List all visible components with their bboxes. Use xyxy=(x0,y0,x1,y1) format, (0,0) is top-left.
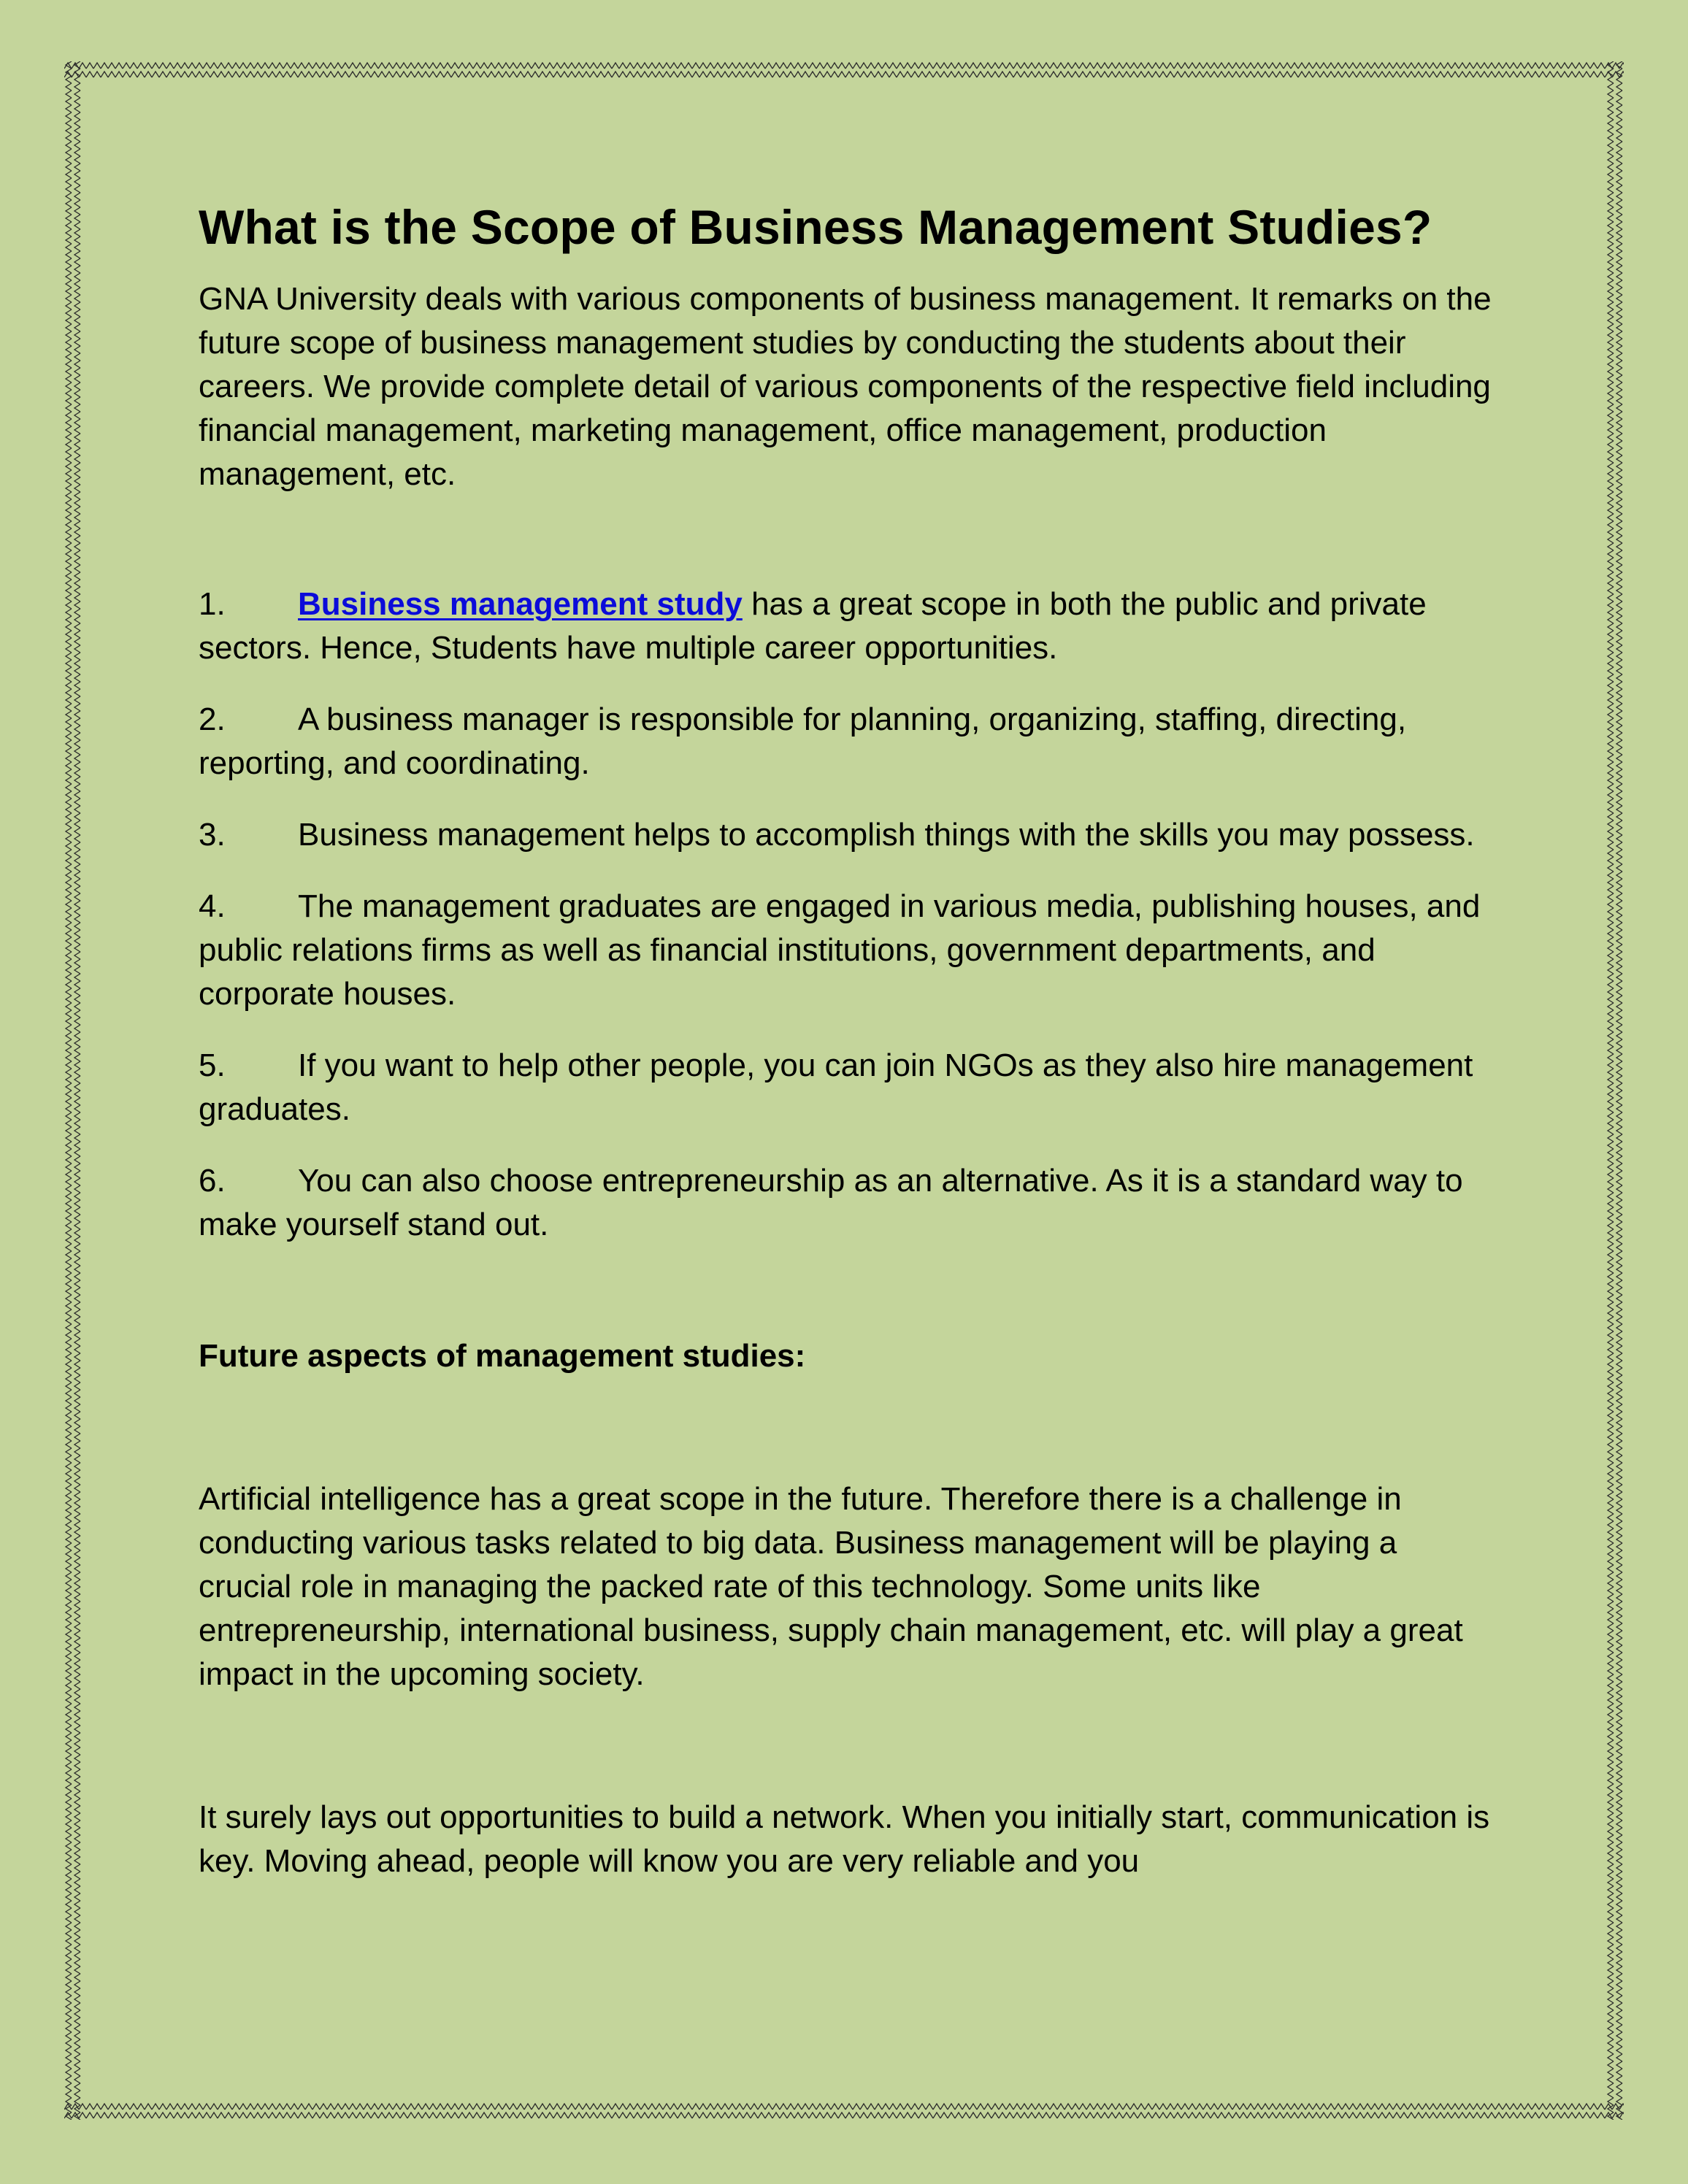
numbered-list xyxy=(199,582,1498,1247)
list-item xyxy=(199,885,1498,1016)
ai-paragraph: Artificial intelligence has a great scope in the future. Therefore there is a challenge in conducting various tasks related to big data. Business management will be playing a crucial role in managing the packed rate of this technology. Some units like entrepreneurship, international business, supply chain management, etc. will play a great impact in the upcoming society. xyxy=(199,1481,1463,1692)
intro-paragraph: GNA University deals with various components of business management. It remarks on the future scope of business management studies by conducting the students about their careers. We provide complete detail of various components of the respective field including financial management, marketing management, office management, production management, etc. xyxy=(199,281,1492,492)
business-management-study-link[interactable]: Business management study xyxy=(298,586,743,622)
list-item xyxy=(199,1044,1498,1131)
list-text: You can also choose entrepreneurship as an alternative. As it is a standard way to make yourself stand out. xyxy=(199,1163,1463,1242)
list-item xyxy=(199,813,1498,857)
list-text: Business management helps to accomplish things with the skills you may possess. xyxy=(298,817,1475,853)
list-number: 1. xyxy=(199,586,226,622)
list-number: 4. xyxy=(199,888,226,924)
list-item xyxy=(199,582,1498,670)
list-number: 3. xyxy=(199,817,226,853)
document-body xyxy=(199,196,1498,1883)
list-text: If you want to help other people, you can join NGOs as they also hire management graduates. xyxy=(199,1047,1473,1127)
network-paragraph: It surely lays out opportunities to build a network. When you initially start, communication is key. Moving ahead, people will know you are very reliable and you xyxy=(199,1799,1490,1879)
list-item xyxy=(199,698,1498,785)
list-text: The management graduates are engaged in various media, publishing houses, and public relations firms as well as financial institutions, government departments, and corporate houses. xyxy=(199,888,1481,1012)
page-title: What is the Scope of Business Management Studies? xyxy=(199,200,1432,254)
list-text: has a great scope in both the public and private sectors. Hence, Students have multiple career opportunities. xyxy=(199,586,1427,666)
list-number: 6. xyxy=(199,1163,226,1199)
list-text: A business manager is responsible for planning, organizing, staffing, directing, reporting, and coordinating. xyxy=(199,701,1407,781)
list-number: 5. xyxy=(199,1047,226,1083)
section-heading: Future aspects of management studies: xyxy=(199,1338,806,1374)
list-item xyxy=(199,1159,1498,1247)
list-number: 2. xyxy=(199,701,226,737)
